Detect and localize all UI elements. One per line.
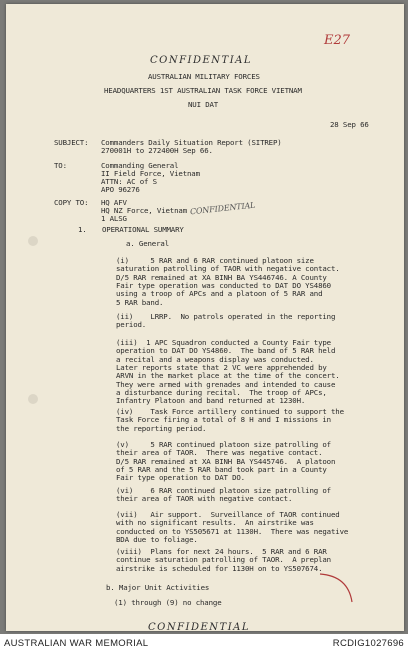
subsection-b-text: (1) through (9) no change xyxy=(114,598,222,607)
classification-stamp-bottom: CONFIDENTIAL xyxy=(148,622,251,633)
subsection-b: b. Major Unit Activities xyxy=(106,583,210,592)
copy-stamp: CONFIDENTIAL xyxy=(189,200,256,217)
section-number: 1. xyxy=(78,225,87,234)
org-line-1: AUSTRALIAN MILITARY FORCES xyxy=(148,72,260,81)
paragraph-line: their area of TAOR. There was negative contact. xyxy=(116,448,323,458)
paragraph-line: D/5 RAR remained at XA BINH BA YS445746. A platoon xyxy=(116,456,336,466)
subject-line-1: Commanders Daily Situation Report (SITREP) xyxy=(101,138,282,147)
paragraph-line: (i) 5 RAR and 6 RAR continued platoon size xyxy=(116,256,314,265)
paragraph-line: Later reports state that 2 VC were apprehended by xyxy=(116,362,327,372)
paragraph-line: of 5 RAR and the 5 RAR band took part in a County xyxy=(116,464,327,474)
paragraph-line: They were armed with grenades and intended to cause xyxy=(116,379,336,389)
paragraph-line: the reporting period. xyxy=(116,423,207,433)
copy-line-3: 1 ALSG xyxy=(101,214,127,223)
paragraph-line: with no significant results. An airstrike was xyxy=(116,518,314,528)
paragraph-line: conducted on to YS505671 at 1130H. There was negative xyxy=(116,526,349,536)
subject-line-2: 270001H to 272400H Sep 66. xyxy=(101,146,213,155)
archive-footer xyxy=(0,634,408,653)
footer-record-id: RCDIG1027696 xyxy=(332,638,404,649)
paragraph-line: (vi) 6 RAR continued platoon size patrolling of xyxy=(116,486,331,495)
to-line-4: APO 96276 xyxy=(101,185,140,194)
paragraph-line: (vii) Air support. Surveillance of TAOR continued xyxy=(116,510,340,519)
paragraph-line: a recital and a weapons display was conducted. xyxy=(116,354,314,364)
copy-line-1: HQ AFV xyxy=(101,198,127,207)
paragraph-line: using a troop of APCs and a platoon of 5 RAR and xyxy=(116,289,323,299)
paragraph-line: their area of TAOR with negative contact. xyxy=(116,494,293,504)
paragraph-line: 5 RAR band. xyxy=(116,297,164,307)
paragraph-line: period. xyxy=(116,320,147,330)
to-line-1: Commanding General xyxy=(101,161,179,170)
paragraph-line: (v) 5 RAR continued platoon size patrolling of xyxy=(116,440,331,449)
paragraph-line: Infantry Platoon and band returned at 1230H. xyxy=(116,396,306,406)
paragraph-line: Task Force firing a total of 8 H and I missions in xyxy=(116,415,331,425)
paragraph-line: (ii) LRRP. No patrols operated in the reporting xyxy=(116,312,336,321)
punch-hole xyxy=(28,236,38,246)
punch-hole xyxy=(28,394,38,404)
document-date: 28 Sep 66 xyxy=(330,120,369,129)
copy-to-label: COPY TO: xyxy=(54,198,89,207)
handwritten-reference: E27 xyxy=(324,33,351,48)
handwritten-arc xyxy=(318,570,358,606)
section-title: OPERATIONAL SUMMARY xyxy=(102,225,184,234)
copy-line-2: HQ NZ Force, Vietnam xyxy=(101,206,187,215)
subject-label: SUBJECT: xyxy=(54,138,89,147)
subsection-a: a. General xyxy=(126,239,169,248)
paragraph-line: D/5 RAR remained at XA BINH BA YS446746. A County xyxy=(116,272,327,282)
to-line-3: ATTN: AC of S xyxy=(101,177,157,186)
paragraph-line: (viii) Plans for next 24 hours. 5 RAR and 6 RAR xyxy=(116,547,327,556)
paragraph-line: Fair type operation was conducted to DAT DO YS4860 xyxy=(116,280,331,290)
paragraph-line: ARVN in the market place at the time of the concert. xyxy=(116,371,340,381)
org-line-3: NUI DAT xyxy=(188,100,219,109)
paragraph-line: operation to DAT DO YS4860. The band of 5 RAR held xyxy=(116,346,336,356)
org-line-2: HEADQUARTERS 1ST AUSTRALIAN TASK FORCE VIETNAM xyxy=(104,86,302,95)
paragraph-line: continue saturation patrolling of TAOR. A preplan xyxy=(116,555,331,565)
paragraph-line: (iii) 1 APC Squadron conducted a County Fair type xyxy=(116,338,331,347)
paragraph-line: BDA due to foliage. xyxy=(116,534,198,544)
to-label: TO: xyxy=(54,161,67,170)
paragraph-line: a disturbance during recital. The troop of APCs, xyxy=(116,387,327,397)
footer-source: AUSTRALIAN WAR MEMORIAL xyxy=(4,638,149,649)
paragraph-line: saturation patrolling of TAOR with negative contact. xyxy=(116,264,340,274)
paragraph-line: Fair type operation to DAT DO. xyxy=(116,473,245,483)
paragraph-line: (iv) Task Force artillery continued to support the xyxy=(116,407,344,416)
paragraph-line: airstrike is scheduled for 1130H on to YS507674. xyxy=(116,563,323,573)
to-line-2: II Field Force, Vietnam xyxy=(101,169,200,178)
classification-stamp-top: CONFIDENTIAL xyxy=(150,55,253,66)
